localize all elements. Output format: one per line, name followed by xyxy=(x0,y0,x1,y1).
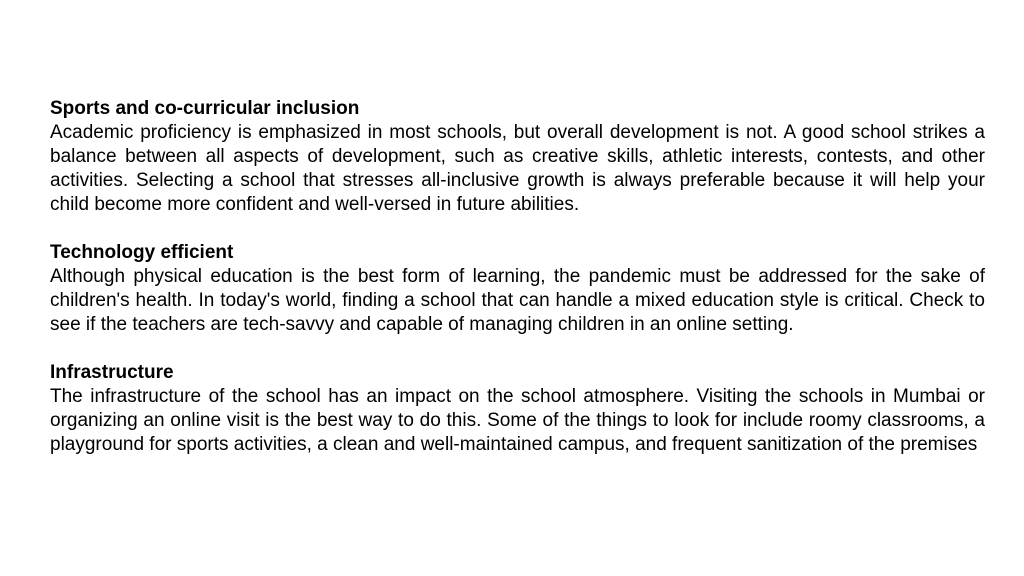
section-technology-efficient xyxy=(50,241,985,337)
section-infrastructure xyxy=(50,361,985,457)
section-heading: Sports and co-curricular inclusion xyxy=(50,98,360,119)
section-sports-inclusion xyxy=(50,97,985,217)
section-body: Academic proficiency is emphasized in most schools, but overall development is not. A good school strikes a balance between all aspects of development, such as creative skills, athletic interests, contests, and other activities. Selecting a school that stresses all-inclusive growth is always preferable because it will help your child become more confident and well-versed in future abilities. xyxy=(50,122,985,215)
document-page xyxy=(50,97,985,481)
section-heading: Infrastructure xyxy=(50,362,174,383)
section-body: Although physical education is the best form of learning, the pandemic must be addressed for the sake of children's health. In today's world, finding a school that can handle a mixed education style is critical. Check to see if the teachers are tech-savvy and capable of managing children in an online setting. xyxy=(50,266,985,335)
section-heading: Technology efficient xyxy=(50,242,234,263)
section-body: The infrastructure of the school has an impact on the school atmosphere. Visiting the schools in Mumbai or organizing an online visit is the best way to do this. Some of the things to look for include roomy classrooms, a playground for sports activities, a clean and well-maintained campus, and frequent sanitization of the premises xyxy=(50,386,985,455)
